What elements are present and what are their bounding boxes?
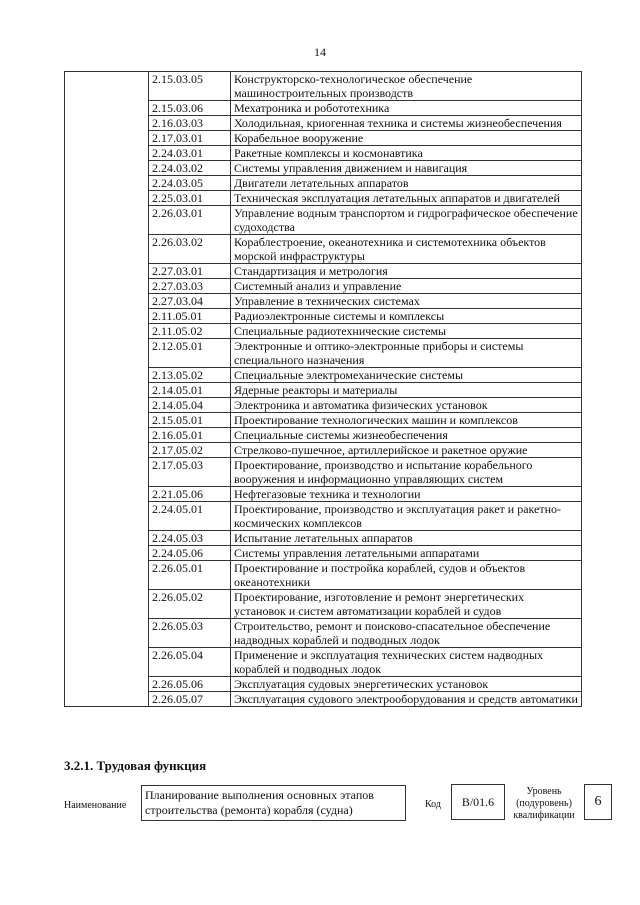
specialty-name-cell: Системы управления летательными аппаратами [231, 546, 582, 561]
specialty-name-cell: Стрелково-пушечное, артиллерийское и ракетное оружие [231, 443, 582, 458]
specialty-name-cell: Специальные радиотехнические системы [231, 324, 582, 339]
specialty-name-cell: Системы управления движением и навигация [231, 161, 582, 176]
specialty-name-cell: Проектирование и постройка кораблей, судов и объектов океанотехники [231, 561, 582, 590]
specialty-name-cell: Проектирование, изготовление и ремонт энергетических установок и систем автоматизации кораблей и судов [231, 590, 582, 619]
specialty-name-cell: Системный анализ и управление [231, 279, 582, 294]
specialty-name-cell: Специальные системы жизнеобеспечения [231, 428, 582, 443]
specialty-code-cell: 2.26.05.07 [149, 692, 231, 707]
specialty-name-cell: Электронные и оптико-электронные приборы и системы специального назначения [231, 339, 582, 368]
specialty-code-cell: 2.15.05.01 [149, 413, 231, 428]
specialty-code-cell: 2.26.05.01 [149, 561, 231, 590]
specialty-code-cell: 2.17.05.02 [149, 443, 231, 458]
function-name-box: Планирование выполнения основных этапов строительства (ремонта) корабля (судна) [141, 785, 406, 821]
specialty-name-cell: Стандартизация и метрология [231, 264, 582, 279]
specialty-name-cell: Техническая эксплуатация летательных аппаратов и двигателей [231, 191, 582, 206]
specialty-name-cell: Эксплуатация судового электрооборудования и средств автоматики [231, 692, 582, 707]
specialty-code-cell: 2.17.03.01 [149, 131, 231, 146]
specialty-code-cell: 2.16.05.01 [149, 428, 231, 443]
specialty-name-cell: Корабельное вооружение [231, 131, 582, 146]
specialty-code-cell: 2.24.05.03 [149, 531, 231, 546]
specialty-name-cell: Эксплуатация судовых энергетических установок [231, 677, 582, 692]
specialties-table [64, 71, 582, 707]
specialty-code-cell: 2.24.05.01 [149, 502, 231, 531]
specialty-name-cell: Управление в технических системах [231, 294, 582, 309]
specialty-code-cell: 2.11.05.02 [149, 324, 231, 339]
specialty-name-cell: Кораблестроение, океанотехника и системотехника объектов морской инфраструктуры [231, 235, 582, 264]
specialty-code-cell: 2.24.03.01 [149, 146, 231, 161]
table-row [65, 72, 582, 101]
specialty-code-cell: 2.26.05.03 [149, 619, 231, 648]
qualification-level-label: Уровень (подуровень) квалификации [513, 786, 575, 821]
specialty-code-cell: 2.24.03.02 [149, 161, 231, 176]
specialty-code-cell: 2.27.03.03 [149, 279, 231, 294]
specialty-code-cell: 2.14.05.01 [149, 383, 231, 398]
specialty-code-cell: 2.13.05.02 [149, 368, 231, 383]
specialty-code-cell: 2.12.05.01 [149, 339, 231, 368]
specialty-name-cell: Применение и эксплуатация технических систем надводных кораблей и подводных лодок [231, 648, 582, 677]
section-heading: 3.2.1. Трудовая функция [64, 758, 207, 773]
specialty-code-cell: 2.11.05.01 [149, 309, 231, 324]
specialty-code-cell: 2.24.05.06 [149, 546, 231, 561]
specialty-name-cell: Ядерные реакторы и материалы [231, 383, 582, 398]
code-label: Код [425, 799, 441, 810]
specialty-code-cell: 2.21.05.06 [149, 487, 231, 502]
specialty-name-cell: Нефтегазовые техника и технологии [231, 487, 582, 502]
specialty-name-cell: Управление водным транспортом и гидрографическое обеспечение судоходства [231, 206, 582, 235]
specialty-name-cell: Электроника и автоматика физических установок [231, 398, 582, 413]
function-code-box: B/01.6 [451, 784, 505, 820]
specialty-code-cell: 2.26.05.06 [149, 677, 231, 692]
name-label: Наименование [64, 800, 127, 811]
specialty-code-cell: 2.15.03.06 [149, 101, 231, 116]
qualification-level-box: 6 [584, 784, 612, 820]
specialty-code-cell: 2.27.03.01 [149, 264, 231, 279]
page-number: 14 [314, 45, 326, 59]
specialty-code-cell: 2.26.05.04 [149, 648, 231, 677]
specialty-code-cell: 2.27.03.04 [149, 294, 231, 309]
specialty-name-cell: Испытание летательных аппаратов [231, 531, 582, 546]
empty-first-column [65, 72, 149, 707]
specialty-code-cell: 2.26.03.01 [149, 206, 231, 235]
specialties-table-body [65, 72, 582, 707]
specialty-code-cell: 2.26.05.02 [149, 590, 231, 619]
specialty-name-cell: Холодильная, криогенная техника и системы жизнеобеспечения [231, 116, 582, 131]
specialty-code-cell: 2.25.03.01 [149, 191, 231, 206]
specialty-name-cell: Проектирование, производство и эксплуатация ракет и ракетно-космических комплексов [231, 502, 582, 531]
specialty-name-cell: Двигатели летательных аппаратов [231, 176, 582, 191]
specialty-code-cell: 2.15.03.05 [149, 72, 231, 101]
specialty-code-cell: 2.17.05.03 [149, 458, 231, 487]
specialty-name-cell: Конструкторско-технологическое обеспечение машиностроительных производств [231, 72, 582, 101]
specialty-name-cell: Проектирование технологических машин и комплексов [231, 413, 582, 428]
specialty-name-cell: Специальные электромеханические системы [231, 368, 582, 383]
specialty-code-cell: 2.16.03.03 [149, 116, 231, 131]
specialty-code-cell: 2.14.05.04 [149, 398, 231, 413]
specialty-name-cell: Мехатроника и робототехника [231, 101, 582, 116]
specialty-name-cell: Ракетные комплексы и космонавтика [231, 146, 582, 161]
specialty-code-cell: 2.26.03.02 [149, 235, 231, 264]
specialty-name-cell: Строительство, ремонт и поисково-спасательное обеспечение надводных кораблей и подводных лодок [231, 619, 582, 648]
specialty-name-cell: Радиоэлектронные системы и комплексы [231, 309, 582, 324]
specialty-name-cell: Проектирование, производство и испытание корабельного вооружения и информационно управляющих систем [231, 458, 582, 487]
specialty-code-cell: 2.24.03.05 [149, 176, 231, 191]
